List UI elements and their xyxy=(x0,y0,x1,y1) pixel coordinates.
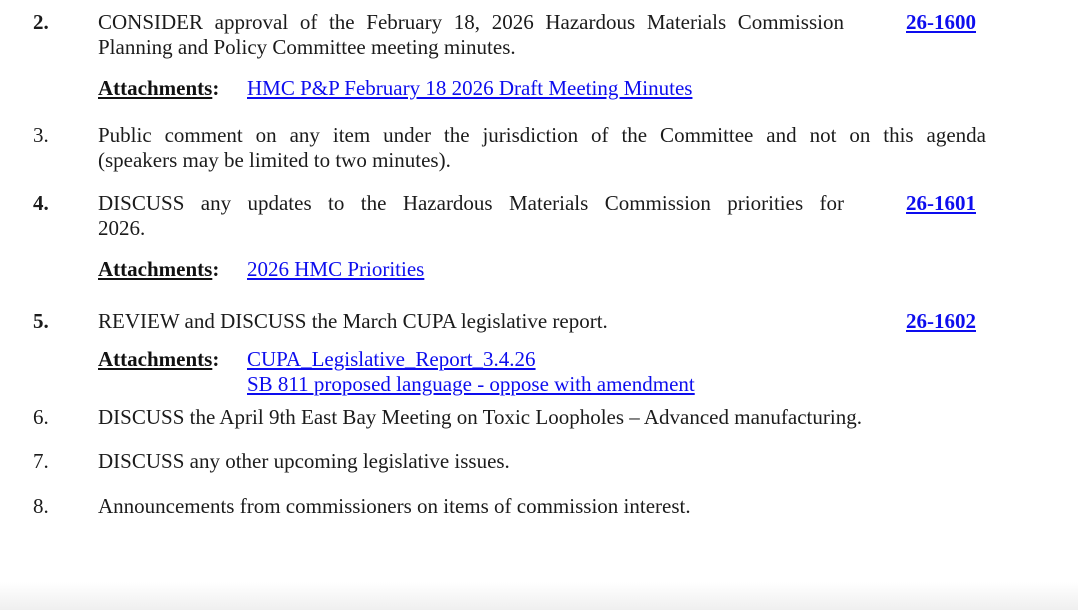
page-bottom-shadow xyxy=(0,582,1078,610)
item-text xyxy=(98,191,844,241)
agenda-item-6 xyxy=(0,405,1078,430)
attachments-row xyxy=(98,257,1078,282)
attachment-links xyxy=(247,347,1078,397)
item-text-line: Planning and Policy Committee meeting minutes. xyxy=(98,35,516,59)
attachments-row xyxy=(98,347,1078,397)
agenda-item-5 xyxy=(0,309,1078,334)
item-text-line: DISCUSS any updates to the Hazardous Materials Commission priorities for xyxy=(98,191,844,215)
record-number-link[interactable]: 26-1601 xyxy=(906,191,976,215)
item-number: 7. xyxy=(33,449,49,473)
item-number: 3. xyxy=(33,123,49,147)
item-number: 8. xyxy=(33,494,49,518)
record-number-link[interactable]: 26-1602 xyxy=(906,309,976,333)
attachments-label: Attachments: xyxy=(98,257,220,281)
item-text-line: REVIEW and DISCUSS the March CUPA legislative report. xyxy=(98,309,608,333)
item-number: 6. xyxy=(33,405,49,429)
attachments-label: Attachments: xyxy=(98,76,220,100)
item-text xyxy=(98,449,986,474)
agenda-item-7 xyxy=(0,449,1078,474)
agenda-item-3 xyxy=(0,123,1078,173)
item-text-line: Public comment on any item under the jurisdiction of the Committee and not on this agenda xyxy=(98,123,986,147)
item-text xyxy=(98,10,844,60)
item-text-line: DISCUSS any other upcoming legislative issues. xyxy=(98,449,510,473)
item-text xyxy=(98,405,986,430)
agenda-item-4 xyxy=(0,191,1078,241)
item-text-line: (speakers may be limited to two minutes). xyxy=(98,148,451,172)
item-number: 4. xyxy=(33,191,49,215)
item-number: 2. xyxy=(33,10,49,34)
attachment-links xyxy=(247,76,1078,101)
attachments-label: Attachments: xyxy=(98,347,220,371)
attachment-link[interactable]: HMC P&P February 18 2026 Draft Meeting Minutes xyxy=(247,76,693,100)
item-text-line: CONSIDER approval of the February 18, 2026 Hazardous Materials Commission xyxy=(98,10,844,34)
item-text xyxy=(98,309,844,334)
item-text xyxy=(98,494,986,519)
attachments-row xyxy=(98,76,1078,101)
attachment-link[interactable]: 2026 HMC Priorities xyxy=(247,257,425,281)
agenda-item-2 xyxy=(0,10,1078,60)
agenda-item-8 xyxy=(0,494,1078,519)
item-text-line: DISCUSS the April 9th East Bay Meeting on Toxic Loopholes – Advanced manufacturing. xyxy=(98,405,862,429)
item-text xyxy=(98,123,986,173)
item-text-line: Announcements from commissioners on items of commission interest. xyxy=(98,494,691,518)
record-number-link[interactable]: 26-1600 xyxy=(906,10,976,34)
attachment-links xyxy=(247,257,1078,282)
attachment-link[interactable]: SB 811 proposed language - oppose with amendment xyxy=(247,372,695,396)
attachment-link[interactable]: CUPA_Legislative_Report_3.4.26 xyxy=(247,347,536,371)
item-number: 5. xyxy=(33,309,49,333)
item-text-line: 2026. xyxy=(98,216,146,240)
